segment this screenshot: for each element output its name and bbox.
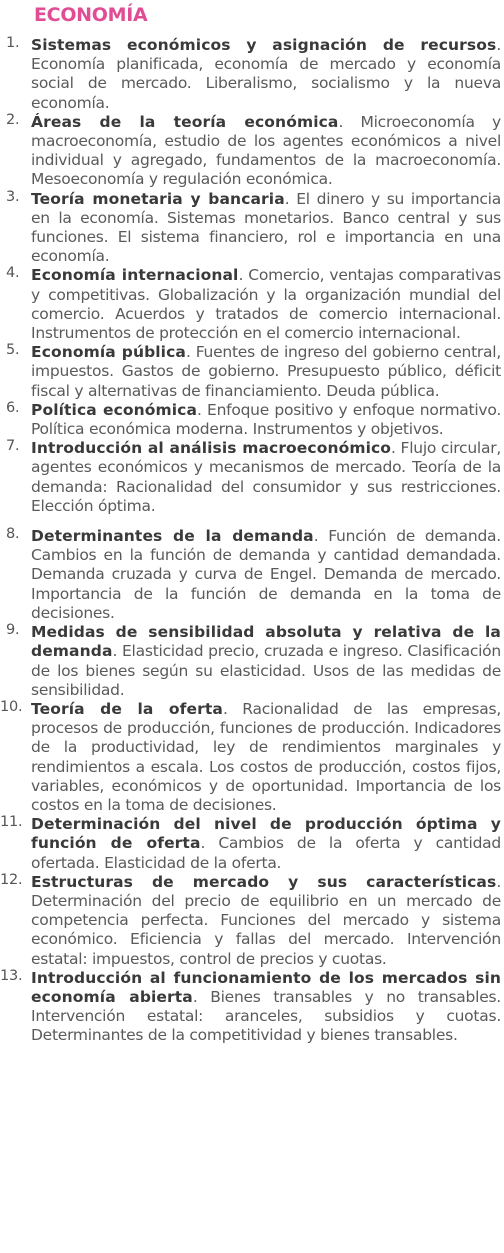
topic-title: Política económica bbox=[31, 400, 198, 419]
topic-title: Introducción al análisis macroeconómico bbox=[31, 439, 392, 458]
topic-title: Economía pública bbox=[31, 343, 186, 362]
topic-item bbox=[0, 873, 504, 969]
topic-title: Determinantes de la demanda bbox=[31, 527, 314, 546]
topic-number: 5. bbox=[6, 342, 20, 359]
topic-title: Áreas de la teoría económica bbox=[31, 112, 339, 131]
topic-title: Medidas de sensibilidad absoluta y relativa de la demanda bbox=[31, 623, 501, 661]
topic-number: 10. bbox=[0, 698, 23, 715]
topic-title: Estructuras de mercado y sus características bbox=[31, 872, 497, 891]
topic-description: . Bienes transables y no transables. Intervención estatal: aranceles, subsidios y cuotas. Determinantes de la competitividad y bienes transables. bbox=[31, 987, 501, 1045]
topic-number: 4. bbox=[6, 265, 20, 282]
topic-item bbox=[0, 527, 504, 623]
topic-description: . Racionalidad de las empresas, procesos de producción, funciones de producción. Indicadores de la productividad, ley de rendimientos marginales y rendimientos a escala. Los costos de producción, costos fijos, variables, económicos y de oportunidad. Importancia de los costos en la toma de decisiones. bbox=[31, 699, 502, 814]
topic-item bbox=[0, 969, 504, 1046]
topic-description: . Enfoque positivo y enfoque normativo. Política económica moderna. Instrumentos y objetivos. bbox=[31, 400, 501, 439]
topic-description: . Cambios de la oferta y cantidad ofertada. Elasticidad de la oferta. bbox=[31, 834, 501, 872]
topic-number: 9. bbox=[6, 622, 20, 639]
topic-description: . Microeconomía y macroeconomía, estudio de los agentes económicos a nivel individual y agregado, fundamentos de la macroeconomía. Mesoeconomía y regulación económica. bbox=[31, 112, 501, 189]
topic-number: 1. bbox=[6, 35, 20, 51]
topic-description: . Elasticidad precio, cruzada e ingreso. Clasificación de los bienes según su elasticidad. Usos de las medidas de sensibilidad. bbox=[31, 642, 501, 699]
topic-number: 13. bbox=[0, 967, 23, 984]
topic-title: Teoría de la oferta bbox=[31, 699, 223, 718]
topic-number: 12. bbox=[0, 871, 23, 888]
topic-description: . Fuentes de ingreso del gobierno central, impuestos. Gastos de gobierno. Presupuesto público, déficit fiscal y alternativas de financiamiento. Deuda pública. bbox=[31, 343, 501, 400]
topic-list bbox=[0, 36, 504, 1046]
topic-description: . Función de demanda. Cambios en la función de demanda y cantidad demandada. Demanda cruzada y curva de Engel. Demanda de mercado. Importancia de la función de demanda en la toma de decisiones. bbox=[31, 527, 501, 622]
topic-title: Determinación del nivel de producción óptima y función de oferta bbox=[31, 815, 501, 853]
topic-description: . El dinero y su importancia en la economía. Sistemas monetarios. Banco central y sus funciones. El sistema financiero, rol e importancia en una economía. bbox=[31, 189, 501, 266]
topic-item bbox=[0, 623, 504, 700]
topic-item bbox=[0, 190, 504, 267]
topic-number: 7. bbox=[6, 438, 20, 455]
topic-item bbox=[0, 343, 504, 401]
topic-title: Economía internacional bbox=[31, 266, 239, 285]
topic-title: Introducción al funcionamiento de los mercados sin economía abierta bbox=[31, 968, 501, 1006]
topic-title: Sistemas económicos y asignación de recursos bbox=[31, 36, 497, 54]
topic-title: Teoría monetaria y bancaria bbox=[31, 189, 285, 208]
topic-item bbox=[0, 113, 504, 190]
topic-description: . Flujo circular, agentes económicos y mecanismos de mercado. Teoría de la demanda: Racionalidad del consumidor y sus restricciones. Elección óptima. bbox=[31, 439, 501, 515]
topic-item bbox=[0, 815, 504, 873]
topic-number: 2. bbox=[6, 111, 20, 128]
topic-number: 6. bbox=[6, 399, 20, 416]
topic-number: 8. bbox=[6, 526, 20, 543]
section-title: ECONOMÍA bbox=[34, 4, 148, 26]
topic-item bbox=[0, 266, 504, 343]
topic-description: . Determinación del precio de equilibrio en un mercado de competencia perfecta. Funciones del mercado y sistema económico. Eficiencia y fallas del mercado. Intervención estatal: impuestos, control de precios y cuotas. bbox=[31, 872, 501, 968]
topic-number: 3. bbox=[6, 188, 20, 205]
topic-description: . Economía planificada, economía de mercado y economía social de mercado. Liberalismo, socialismo y la nueva economía. bbox=[31, 36, 501, 112]
topic-item bbox=[0, 700, 504, 815]
topic-item bbox=[0, 401, 504, 439]
topic-number: 11. bbox=[0, 814, 23, 831]
topic-item bbox=[0, 439, 504, 516]
topic-description: . Comercio, ventajas comparativas y competitivas. Globalización y la organización mundial del comercio. Acuerdos y tratados de comercio internacional. Instrumentos de protección en el comercio internacional. bbox=[31, 266, 501, 343]
topic-item bbox=[0, 36, 504, 113]
